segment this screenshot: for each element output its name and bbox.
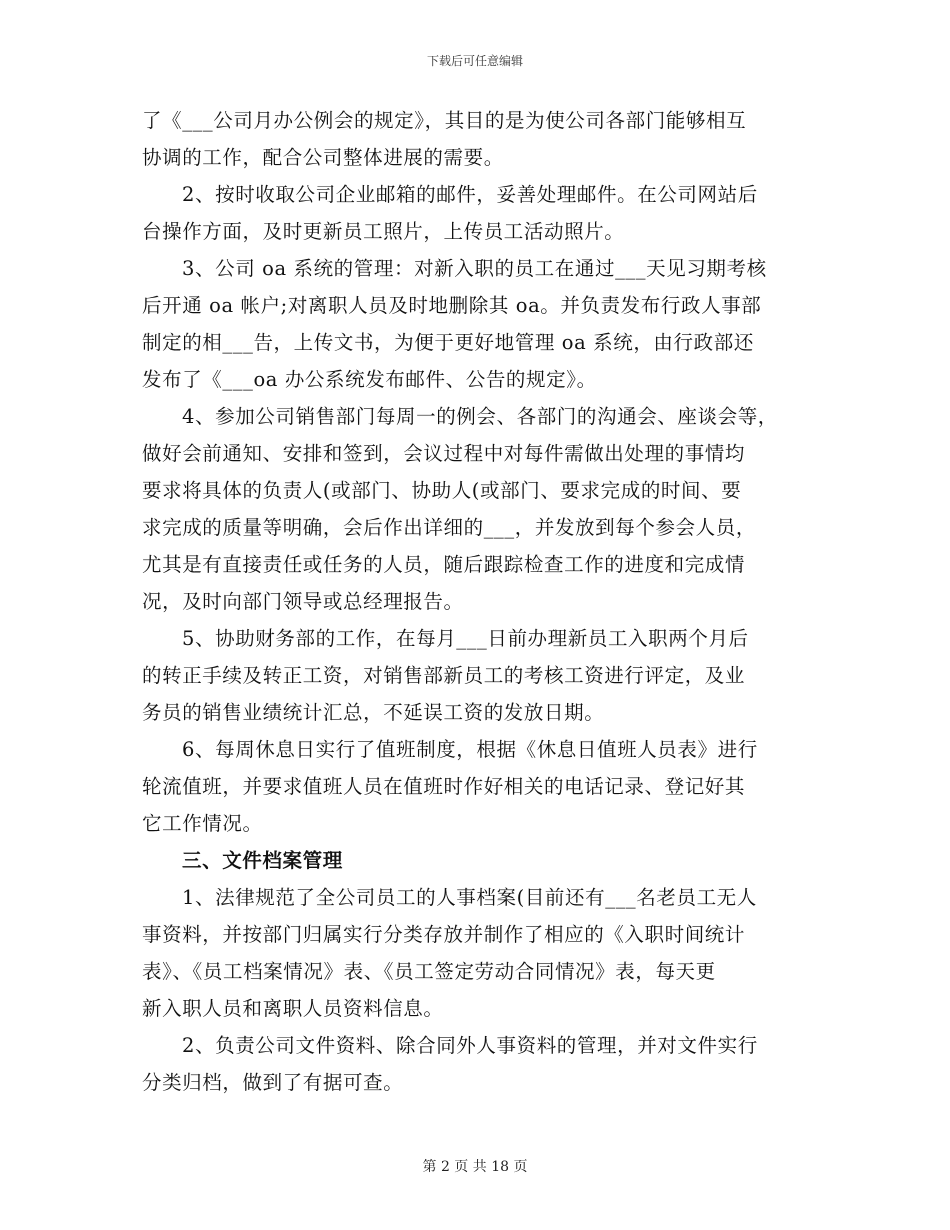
- text-line: 制定的相___告，上传文书，为便于更好地管理 oa 系统，由行政部还: [142, 331, 754, 354]
- text-line: 事资料，并按部门归属实行分类存放并制作了相应的《入职时间统计: [142, 923, 746, 946]
- text-line: 新入职人员和离职人员资料信息。: [142, 997, 444, 1020]
- text-line: 务员的销售业绩统计汇总，不延误工资的发放日期。: [142, 701, 605, 724]
- text-line: 做好会前通知、安排和签到，会议过程中对每件需做出处理的事情均: [142, 442, 746, 465]
- text-line: 求完成的质量等明确，会后作出详细的___，并发放到每个参会人员，: [142, 516, 756, 539]
- section-heading: 三、文件档案管理: [182, 849, 343, 872]
- page-header: 下载后可任意编辑: [426, 54, 523, 68]
- text-line: 2、按时收取公司企业邮箱的邮件，妥善处理邮件。在公司网站后: [182, 183, 758, 206]
- text-line: 尤其是有直接责任或任务的人员，随后跟踪检查工作的进度和完成情: [142, 553, 746, 576]
- text-line: 发布了《___oa 办公系统发布邮件、公告的规定》。: [142, 368, 597, 391]
- text-line: 2、负责公司文件资料、除合同外人事资料的管理，并对文件实行: [182, 1034, 758, 1057]
- text-line: 后开通 oa 帐户;对离职人员及时地删除其 oa。并负责发布行政人事部: [142, 294, 762, 317]
- text-line: 了《___公司月办公例会的规定》，其目的是为使公司各部门能够相互: [142, 109, 747, 132]
- text-line: 6、每周休息日实行了值班制度，根据《休息日值班人员表》进行: [182, 738, 758, 761]
- text-line: 表》、《员工档案情况》表、《员工签定劳动合同情况》表，每天更: [142, 960, 716, 983]
- text-line: 4、参加公司销售部门每周一的例会、各部门的沟通会、座谈会等，: [182, 405, 778, 428]
- text-line: 台操作方面，及时更新员工照片，上传员工活动照片。: [142, 220, 625, 243]
- text-line: 3、公司 oa 系统的管理：对新入职的员工在通过___天见习期考核: [182, 257, 767, 280]
- text-line: 它工作情况。: [142, 812, 263, 835]
- document-body: [142, 102, 818, 1101]
- text-line: 况，及时向部门领导或总经理报告。: [142, 590, 464, 613]
- text-line: 5、协助财务部的工作，在每月___日前办理新员工入职两个月后: [182, 627, 749, 650]
- text-line: 轮流值班，并要求值班人员在值班时作好相关的电话记录、登记好其: [142, 775, 746, 798]
- text-line: 要求将具体的负责人(或部门、协助人(或部门、要求完成的时间、要: [142, 479, 742, 502]
- text-line: 分类归档，做到了有据可查。: [142, 1071, 404, 1094]
- text-line: 的转正手续及转正工资，对销售部新员工的考核工资进行评定，及业: [142, 664, 746, 687]
- page-footer: 第 2 页 共 18 页: [422, 1159, 528, 1175]
- text-line: 1、法律规范了全公司员工的人事档案(目前还有___名老员工无人: [182, 886, 757, 909]
- text-line: 协调的工作，配合公司整体进展的需要。: [142, 146, 504, 169]
